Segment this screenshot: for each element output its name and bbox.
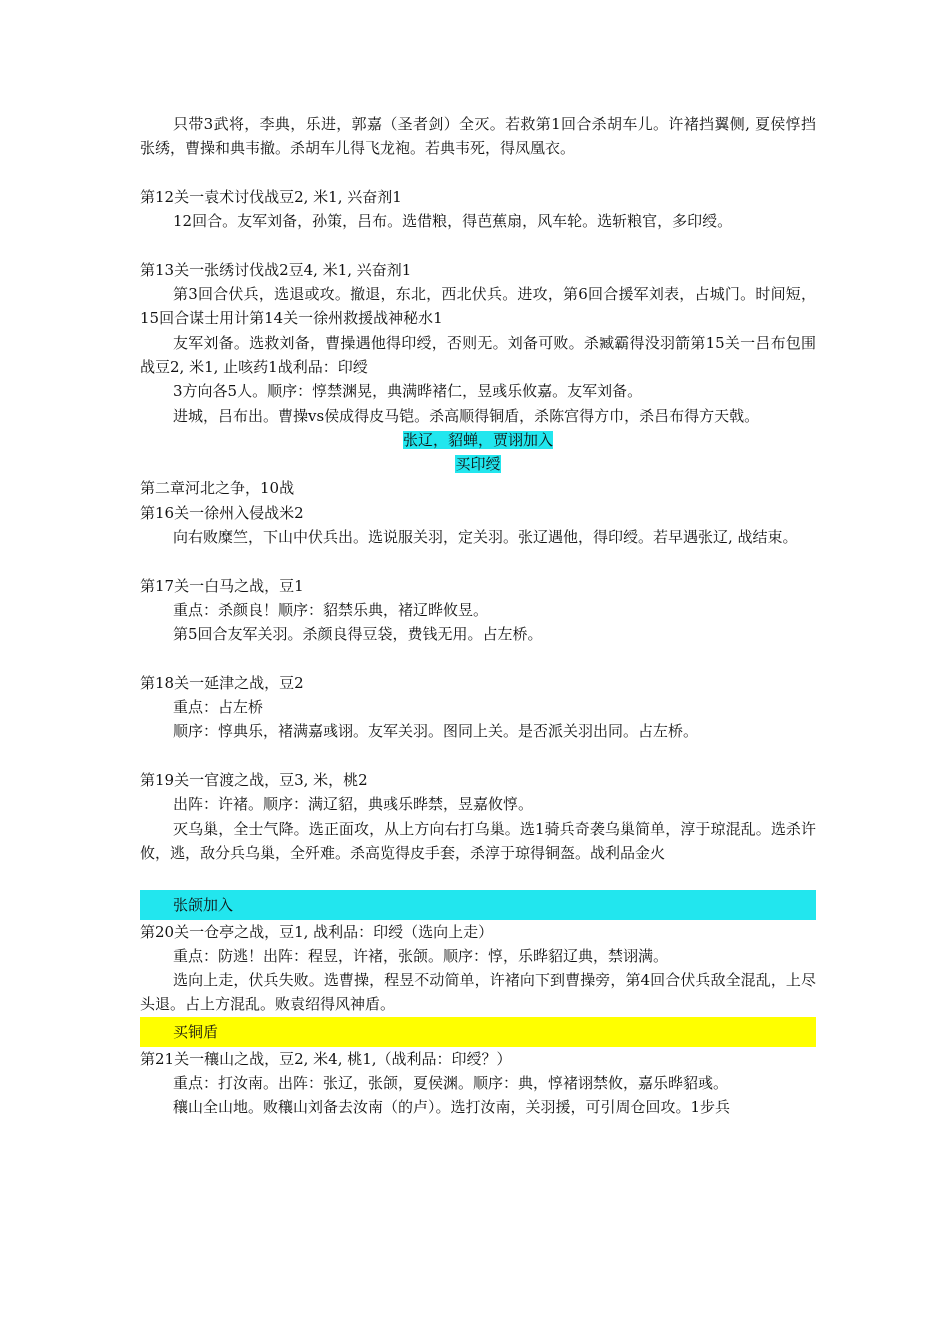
blank-line — [140, 549, 816, 573]
body-paragraph: 选向上走，伏兵失败。选曹操，程昱不动简单，许褚向下到曹操旁，第4回合伏兵敌全混乱，上尽头退。占上方混乱。败袁绍得风神盾。 — [140, 971, 816, 1014]
blank-line — [140, 233, 816, 257]
body-paragraph: 第3回合伏兵，选退或攻。撤退，东北，西北伏兵。进攻，第6回合援军刘表，占城门。时间短，15回合谋士用计第14关一徐州救援战神秘水1 — [140, 285, 816, 328]
body-paragraph: 穰山全山地。败穰山刘备去汝南（的卢）。选打汝南，关羽援，可引周仓回攻。1步兵 — [173, 1098, 731, 1117]
body-paragraph: 出阵：许褚。顺序：满辽貂，典彧乐晔禁，昱嘉攸惇。 — [173, 795, 534, 814]
body-paragraph: 只带3武将，李典，乐进，郭嘉（圣者剑）全灭。若救第1回合杀胡车儿。许褚挡翼侧, 夏侯惇挡张绣，曹操和典韦撤。杀胡车儿得飞龙袍。若典韦死，得凤凰衣。 — [140, 115, 816, 158]
highlighted-note — [140, 452, 816, 476]
body-paragraph: 顺序：惇典乐，褚满嘉彧诩。友军关羽。图同上关。是否派关羽出同。占左桥。 — [173, 722, 699, 741]
level-heading: 第21关一穰山之战，豆2, 米4, 桃1,（战利品：印绶？） — [140, 1049, 512, 1068]
level-heading: 第二章河北之争，10战 — [140, 479, 295, 498]
level-heading: 第20关一仓亭之战，豆1, 战利品：印绶（选向上走） — [140, 922, 494, 941]
body-paragraph: 第5回合友军关羽。杀颜良得豆袋，费钱无用。占左桥。 — [173, 625, 543, 644]
body-paragraph: 重点：防逃！出阵：程昱，许褚，张颌。顺序：惇，乐晔貂辽典，禁诩满。 — [173, 946, 669, 965]
body-paragraph: 重点：杀颜良！顺序：貂禁乐典，褚辽晔攸昱。 — [173, 600, 489, 619]
highlighted-note — [140, 428, 816, 452]
blank-line — [140, 744, 816, 768]
body-paragraph: 进城，吕布出。曹操vs侯成得皮马铠。杀高顺得铜盾，杀陈宫得方巾，杀吕布得方天戟。 — [173, 406, 760, 425]
body-paragraph: 灭乌巢，全士气降。选正面攻，从上方向右打乌巢。选1骑兵奇袭乌巢简单，淳于琼混乱。选杀许攸，逃，敌分兵乌巢，全歼难。杀高览得皮手套，杀淳于琼得铜盔。战利品金火 — [140, 819, 816, 862]
body-paragraph: 向右败糜竺，下山中伏兵出。选说服关羽，定关羽。张辽遇他，得印绶。若早遇张辽, 战结束。 — [173, 528, 798, 547]
level-heading: 第13关一张绣讨伐战2豆4, 米1, 兴奋剂1 — [140, 260, 412, 279]
body-paragraph: 3方向各5人。顺序：惇禁渊晃，典满晔褚仁，昱彧乐攸嘉。友军刘备。 — [173, 382, 643, 401]
body-paragraph: 重点：占左桥 — [173, 698, 264, 717]
highlighted-bar: 张颌加入 — [140, 890, 816, 920]
highlighted-note-text: 张辽，貂蝉，贾诩加入 — [402, 430, 553, 449]
level-heading: 第16关一徐州入侵战米2 — [140, 503, 304, 522]
body-paragraph: 友军刘备。选救刘备，曹操遇他得印绶，否则无。刘备可败。杀臧霸得没羽箭第15关一吕布包围战豆2, 米1, 止咳药1战利品：印绶 — [140, 333, 816, 376]
level-heading: 第17关一白马之战，豆1 — [140, 576, 304, 595]
blank-line — [140, 647, 816, 671]
blank-line — [140, 865, 816, 889]
body-paragraph: 重点：打汝南。出阵：张辽，张颌，夏侯渊。顺序：典，惇褚诩禁攸，嘉乐晔貂彧。 — [173, 1073, 729, 1092]
level-heading: 第12关一袁术讨伐战豆2, 米1, 兴奋剂1 — [140, 187, 402, 206]
level-heading: 第18关一延津之战，豆2 — [140, 673, 304, 692]
document-body — [140, 112, 816, 1120]
highlighted-bar: 买铜盾 — [140, 1017, 816, 1047]
blank-line — [140, 161, 816, 185]
highlighted-note-text: 买印绶 — [455, 455, 501, 474]
body-paragraph: 12回合。友军刘备，孙策，吕布。选借粮，得芭蕉扇，风车轮。选斩粮官，多印绶。 — [173, 212, 733, 231]
level-heading: 第19关一官渡之战，豆3, 米，桃2 — [140, 771, 368, 790]
